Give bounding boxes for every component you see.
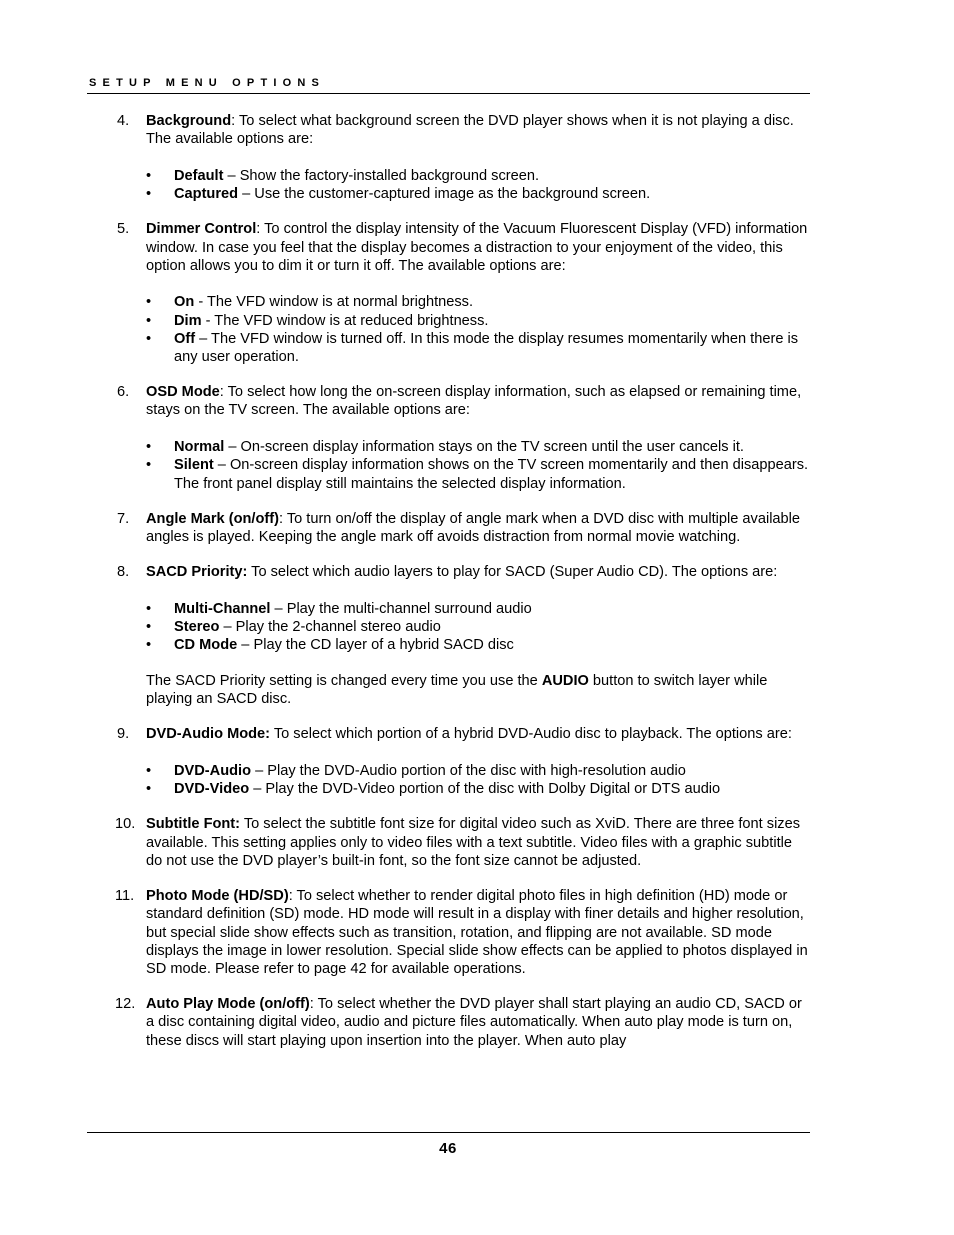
bullet-icon: • [146, 637, 152, 654]
item-description: Photo Mode (HD/SD): To select whether to render digital photo files in high definition (HD) mode or standard definition (SD) mode. HD mode will result in a display with finer details and higher resolution, but special slide show effects such as transition, rotation, and flipping are not available. SD mode displays the image in lower resolution. Special slide show effects can be applied to photos displayed in SD mode. Please refer to page 42 for available operations. [146, 888, 808, 977]
list-item: • Normal – On-screen display information stays on the TV screen until the user cancels it. [146, 439, 744, 456]
option-sacd-priority [117, 563, 811, 708]
bullet-icon: • [146, 330, 152, 347]
item-number: 12. [115, 996, 136, 1013]
item-description: Background: To select what background screen the DVD player shows when it is not playing a disc. The available options are: [146, 113, 794, 148]
option-osd-mode [117, 383, 811, 493]
list-item: • Stereo – Play the 2-channel stereo audio [146, 619, 441, 636]
item-term: Dimmer Control [146, 221, 257, 238]
item-number: 7. [117, 510, 130, 527]
list-item: • On - The VFD window is at normal brightness. [146, 294, 474, 311]
option-photo-mode [117, 887, 811, 978]
item-description: Auto Play Mode (on/off): To select whether the DVD player shall start playing an audio CD, SACD or a disc containing digital video, audio and picture files automatically. When auto play mode is turn on, these discs will start playing upon insertion into the player. When auto play [146, 996, 802, 1049]
option-list [146, 600, 811, 655]
page-number: 46 [439, 1140, 457, 1157]
item-term: DVD-Audio Mode: [146, 726, 271, 743]
option-subtitle-font [117, 815, 811, 870]
option-auto-play-mode [117, 995, 811, 1050]
item-number: 10. [115, 816, 136, 833]
item-description: Dimmer Control: To control the display intensity of the Vacuum Fluorescent Display (VFD) information window. In case you feel that the display becomes a distraction to your enjoyment of the video, this option allows you to dim it or turn it off. The available options are: [146, 221, 808, 274]
item-term: SACD Priority: [146, 564, 248, 581]
bullet-icon: • [146, 439, 152, 456]
header-rule [87, 93, 810, 94]
bullet-icon: • [146, 167, 152, 184]
list-item: • DVD-Audio – Play the DVD-Audio portion of the disc with high-resolution audio [146, 763, 686, 780]
bullet-icon: • [146, 781, 152, 798]
bullet-icon: • [146, 312, 152, 329]
page-content [117, 112, 811, 1067]
option-angle-mark [117, 510, 811, 546]
item-number: 6. [117, 384, 130, 401]
item-term: Angle Mark (on/off) [146, 510, 279, 527]
section-header: SETUP MENU OPTIONS [89, 77, 326, 89]
item-term: Auto Play Mode (on/off) [146, 996, 310, 1013]
item-number: 8. [117, 564, 130, 581]
option-list [146, 167, 811, 203]
footer-rule [87, 1132, 810, 1133]
item-description: Subtitle Font: To select the subtitle font size for digital video such as XviD. There are three font sizes available. This setting applies only to video files with a text subtitle. Video files with a graphic subtitle do not use the DVD player’s built-in font, so the font size cannot be adjusted. [146, 816, 801, 869]
list-item: • Silent – On-screen display information shows on the TV screen momentarily and then disappears. The front panel display still maintains the selected display information. [146, 457, 809, 492]
bullet-icon: • [146, 619, 152, 636]
item-description: OSD Mode: To select how long the on-screen display information, such as elapsed or remaining time, stays on the TV screen. The available options are: [146, 384, 802, 419]
item-term: Background [146, 113, 232, 129]
list-item: • Multi-Channel – Play the multi-channel surround audio [146, 600, 532, 617]
option-list [146, 438, 811, 493]
item-note: The SACD Priority setting is changed every time you use the AUDIO button to switch layer while playing an SACD disc. [146, 672, 768, 708]
item-number: 4. [117, 113, 130, 129]
list-item: • Dim - The VFD window is at reduced brightness. [146, 312, 489, 329]
list-item: • Default – Show the factory-installed background screen. [146, 167, 540, 184]
item-number: 11. [115, 888, 135, 905]
option-list [146, 762, 811, 798]
list-item: • Captured – Use the customer-captured image as the background screen. [146, 186, 651, 203]
list-item: • CD Mode – Play the CD layer of a hybrid SACD disc [146, 637, 514, 654]
item-description: Angle Mark (on/off): To turn on/off the display of angle mark when a DVD disc with multiple available angles is played. Keeping the angle mark off avoids distraction from normal movie watching. [146, 510, 801, 545]
bullet-icon: • [146, 294, 152, 311]
item-term: OSD Mode [146, 384, 220, 401]
list-item: • Off – The VFD window is turned off. In this mode the display resumes momentarily when there is any user operation. [146, 330, 799, 366]
list-item: • DVD-Video – Play the DVD-Video portion of the disc with Dolby Digital or DTS audio [146, 781, 721, 798]
option-dimmer-control [117, 220, 811, 366]
item-number: 9. [117, 726, 130, 743]
bullet-icon: • [146, 600, 152, 617]
item-term: Subtitle Font: [146, 816, 241, 833]
option-list [146, 293, 811, 366]
item-number: 5. [117, 221, 130, 238]
option-dvd-audio-mode [117, 725, 811, 798]
bullet-icon: • [146, 186, 152, 203]
item-description: DVD-Audio Mode: To select which portion of a hybrid DVD-Audio disc to playback. The options are: [146, 726, 792, 743]
option-background [117, 112, 811, 203]
item-term: Photo Mode (HD/SD) [146, 888, 289, 905]
item-description: SACD Priority: To select which audio layers to play for SACD (Super Audio CD). The options are: [146, 564, 778, 581]
bullet-icon: • [146, 457, 152, 474]
bullet-icon: • [146, 763, 152, 780]
